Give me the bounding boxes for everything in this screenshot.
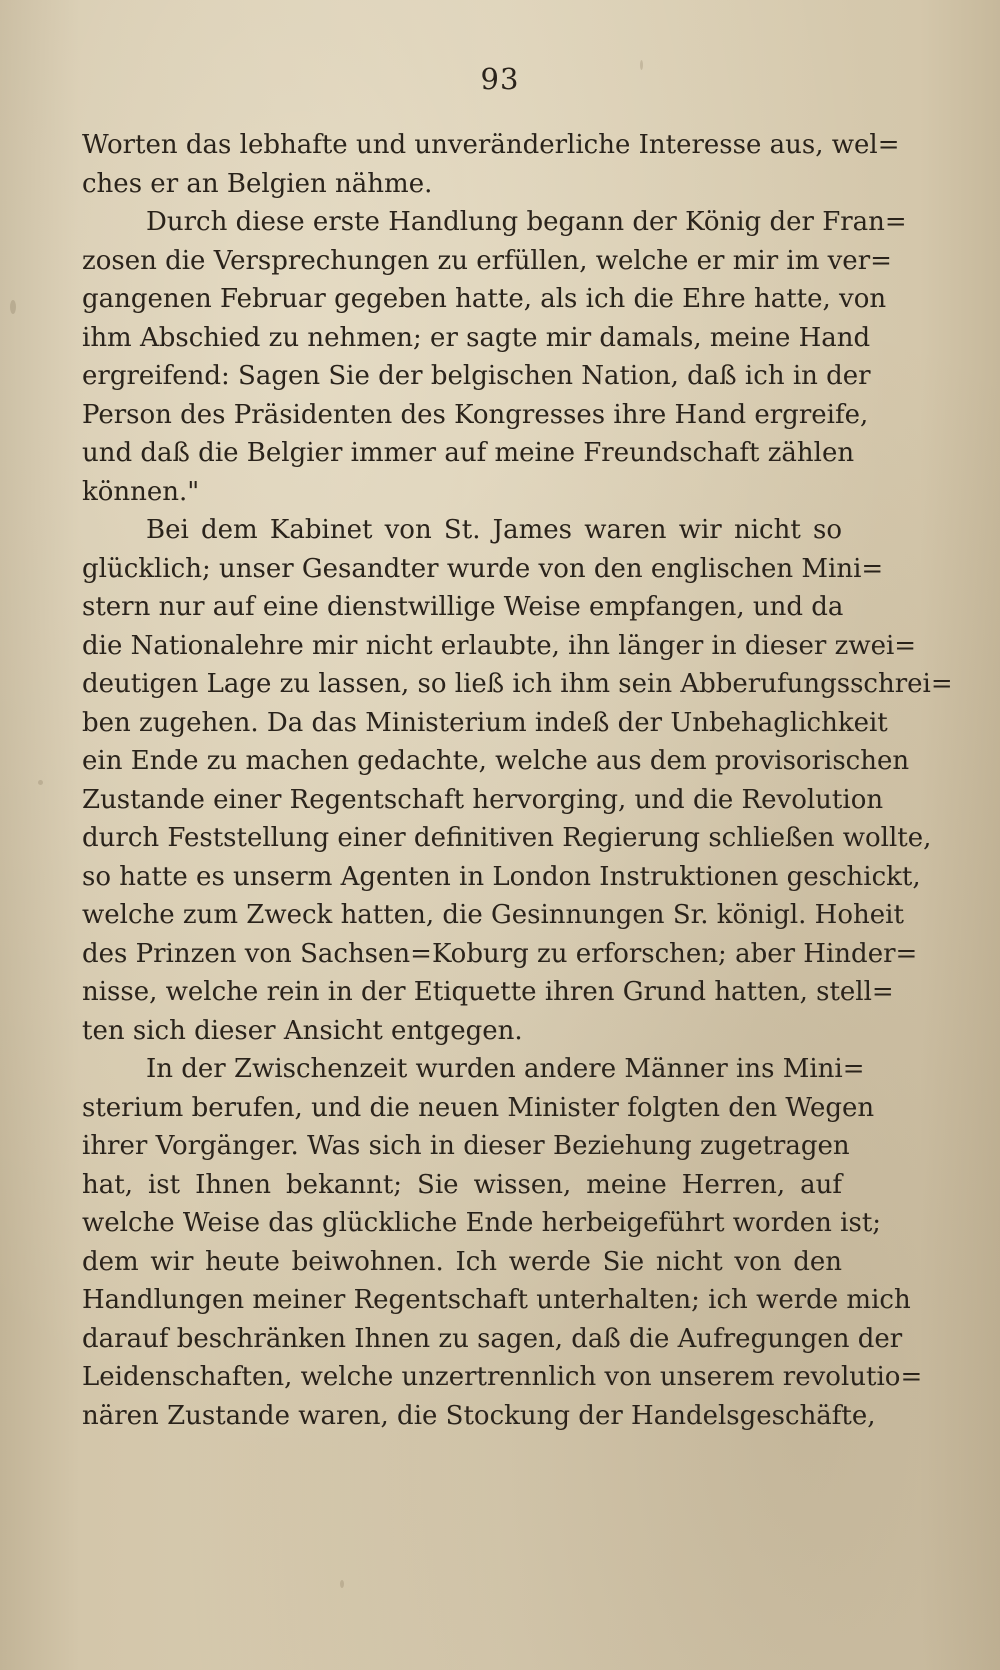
body-text (82, 126, 953, 1435)
paragraph (82, 203, 907, 511)
text-line: die Nationalehre mir nicht erlaubte, ihn länger in dieser zwei= (82, 630, 917, 661)
text-line: so hatte es unserm Agenten in London Instruktionen geschickt, (82, 861, 921, 892)
paper-stain (10, 300, 16, 314)
text-line: Person des Präsidenten des Kongresses ihre Hand ergreife, (82, 399, 869, 430)
text-line: ergreifend: Sagen Sie der belgischen Nation, daß ich in der (82, 361, 871, 391)
text-line: welche zum Zweck hatten, die Gesinnungen Sr. königl. Hoheit (82, 900, 904, 930)
text-line: zosen die Versprechungen zu erfüllen, welche er mir im ver= (82, 245, 892, 276)
text-line: ches er an Belgien nähme. (82, 168, 433, 199)
text-line: dem wir heute beiwohnen. Ich werde Sie nicht von den (82, 1246, 842, 1277)
text-line: deutigen Lage zu lassen, so ließ ich ihm sein Abberufungsschrei= (82, 669, 953, 699)
text-line: gangenen Februar gegeben hatte, als ich die Ehre hatte, von (82, 284, 887, 314)
paragraph (82, 1050, 923, 1435)
text-line: welche Weise das glückliche Ende herbeigeführt worden ist; (82, 1208, 882, 1238)
text-line: stern nur auf eine dienstwillige Weise empfangen, und da (82, 592, 844, 622)
text-line: Bei dem Kabinet von St. James waren wir nicht so (146, 515, 842, 545)
text-line: ein Ende zu machen gedachte, welche aus dem provisorischen (82, 746, 910, 776)
text-line: hat, ist Ihnen bekannt; Sie wissen, meine Herren, auf (82, 1169, 842, 1200)
paper-stain (340, 1580, 344, 1588)
text-line: Zustande einer Regentschaft hervorging, und die Revolution (82, 784, 884, 815)
text-line: darauf beschränken Ihnen zu sagen, daß die Aufregungen der (82, 1323, 903, 1354)
text-line: Durch diese erste Handlung begann der König der Fran= (146, 207, 907, 237)
text-line: ben zugehen. Da das Ministerium indeß der Unbehaglichkeit (82, 707, 888, 738)
text-line: Worten das lebhafte und unveränderliche Interesse aus, wel= (82, 130, 900, 160)
text-line: Handlungen meiner Regentschaft unterhalten; ich werde mich (82, 1285, 911, 1315)
text-line: nären Zustande waren, die Stockung der Handelsgeschäfte, (82, 1400, 876, 1431)
text-line: können." (82, 476, 200, 507)
text-line: nisse, welche rein in der Etiquette ihren Grund hatten, stell= (82, 977, 894, 1007)
text-line: In der Zwischenzeit wurden andere Männer ins Mini= (146, 1054, 865, 1084)
paper-stain (38, 780, 43, 785)
paragraph (82, 126, 900, 203)
paragraph (82, 511, 953, 1050)
text-line: ihrer Vorgänger. Was sich in dieser Beziehung zugetragen (82, 1131, 850, 1161)
text-line: glücklich; unser Gesandter wurde von den englischen Mini= (82, 553, 884, 584)
text-line: des Prinzen von Sachsen=Koburg zu erforschen; aber Hinder= (82, 938, 918, 969)
text-line: ten sich dieser Ansicht entgegen. (82, 1015, 523, 1046)
text-line: Leidenschaften, welche unzertrennlich von unserem revolutio= (82, 1362, 923, 1392)
text-line: und daß die Belgier immer auf meine Freundschaft zählen (82, 438, 855, 468)
text-line: sterium berufen, und die neuen Minister folgten den Wegen (82, 1092, 875, 1123)
text-line: ihm Abschied zu nehmen; er sagte mir damals, meine Hand (82, 322, 871, 353)
page-number: 93 (480, 62, 520, 96)
text-line: durch Feststellung einer definitiven Regierung schließen wollte, (82, 823, 932, 853)
